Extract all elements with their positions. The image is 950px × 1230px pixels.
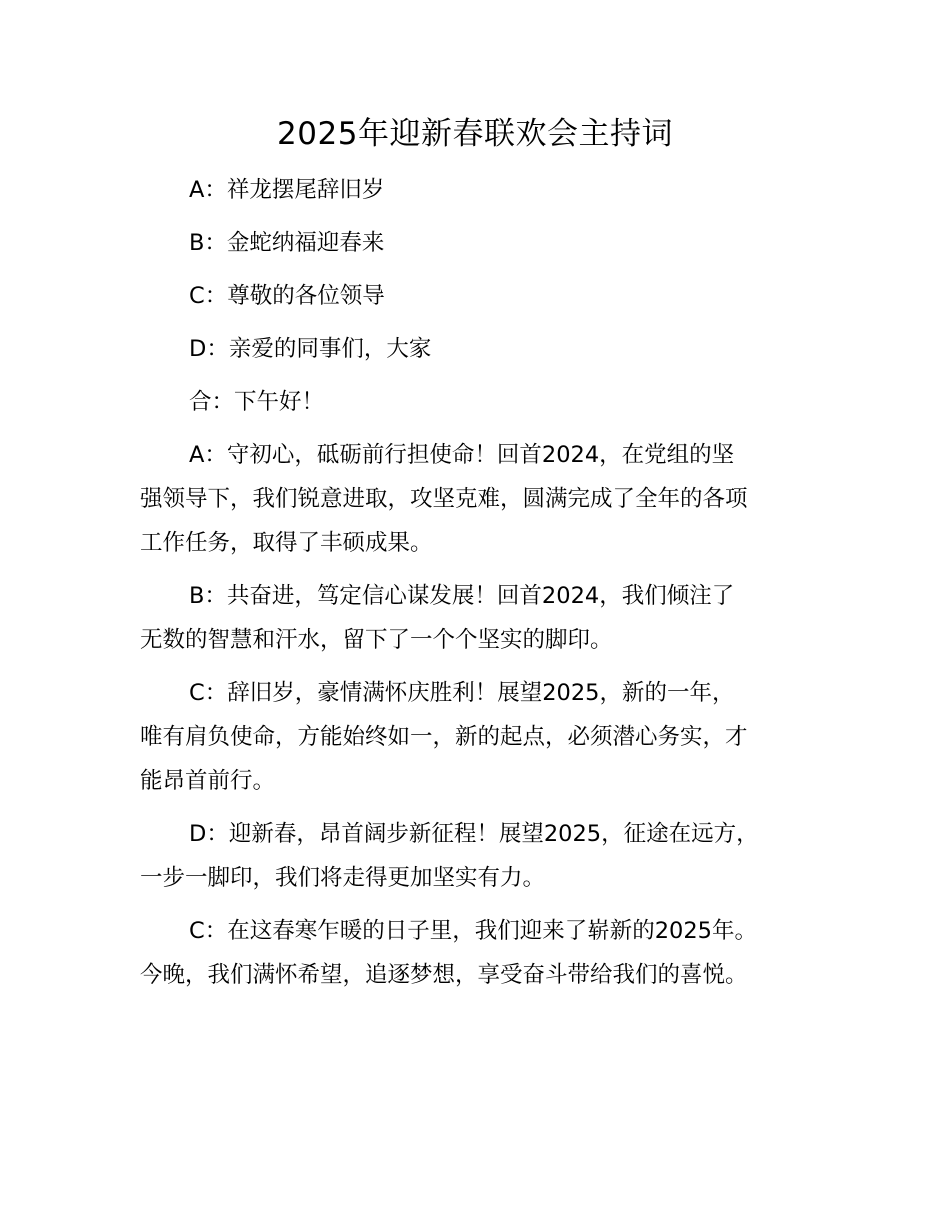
paragraph-2-line-2: 无数的智慧和汗水，留下了一个个坚实的脚印。	[140, 627, 613, 653]
opening-line-a: A：祥龙摆尾辞旧岁	[189, 177, 385, 203]
document-title: 2025年迎新春联欢会主持词	[277, 116, 673, 152]
paragraph-1-line-2: 强领导下，我们锐意进取，攻坚克难，圆满完成了全年的各项	[140, 486, 748, 512]
paragraph-1-line-3: 工作任务，取得了丰硕成果。	[140, 530, 433, 556]
opening-line-b: B：金蛇纳福迎春来	[189, 230, 385, 256]
document-body	[140, 168, 840, 1006]
opening-block	[140, 168, 840, 424]
paragraph-5-line-1: C：在这春寒乍暖的日子里，我们迎来了崭新的2025年。	[189, 918, 757, 944]
paragraph-3-line-3: 能昂首前行。	[140, 768, 276, 794]
paragraph-4	[140, 812, 840, 900]
paragraph-2	[140, 574, 840, 662]
paragraph-1	[140, 433, 840, 565]
opening-line-together: 合：下午好！	[189, 389, 325, 415]
opening-line-d: D：亲爱的同事们，大家	[189, 336, 432, 362]
paragraph-4-line-2: 一步一脚印，我们将走得更加坚实有力。	[140, 865, 546, 891]
paragraph-4-line-1: D：迎新春，昂首阔步新征程！展望2025，征途在远方，	[189, 821, 759, 847]
paragraph-3-line-2: 唯有肩负使命，方能始终如一，新的起点，必须潜心务实，才	[140, 724, 748, 750]
paragraph-2-line-1: B：共奋进，笃定信心谋发展！回首2024，我们倾注了	[189, 583, 735, 609]
opening-line-c: C：尊敬的各位领导	[189, 283, 385, 309]
paragraph-3-line-1: C：辞旧岁，豪情满怀庆胜利！展望2025，新的一年，	[189, 680, 735, 706]
paragraph-5	[140, 909, 840, 997]
paragraph-1-line-1: A：守初心，砥砺前行担使命！回首2024，在党组的坚	[189, 442, 735, 468]
paragraph-3	[140, 671, 840, 803]
paragraph-5-line-2: 今晚，我们满怀希望，追逐梦想，享受奋斗带给我们的喜悦。	[140, 962, 748, 988]
